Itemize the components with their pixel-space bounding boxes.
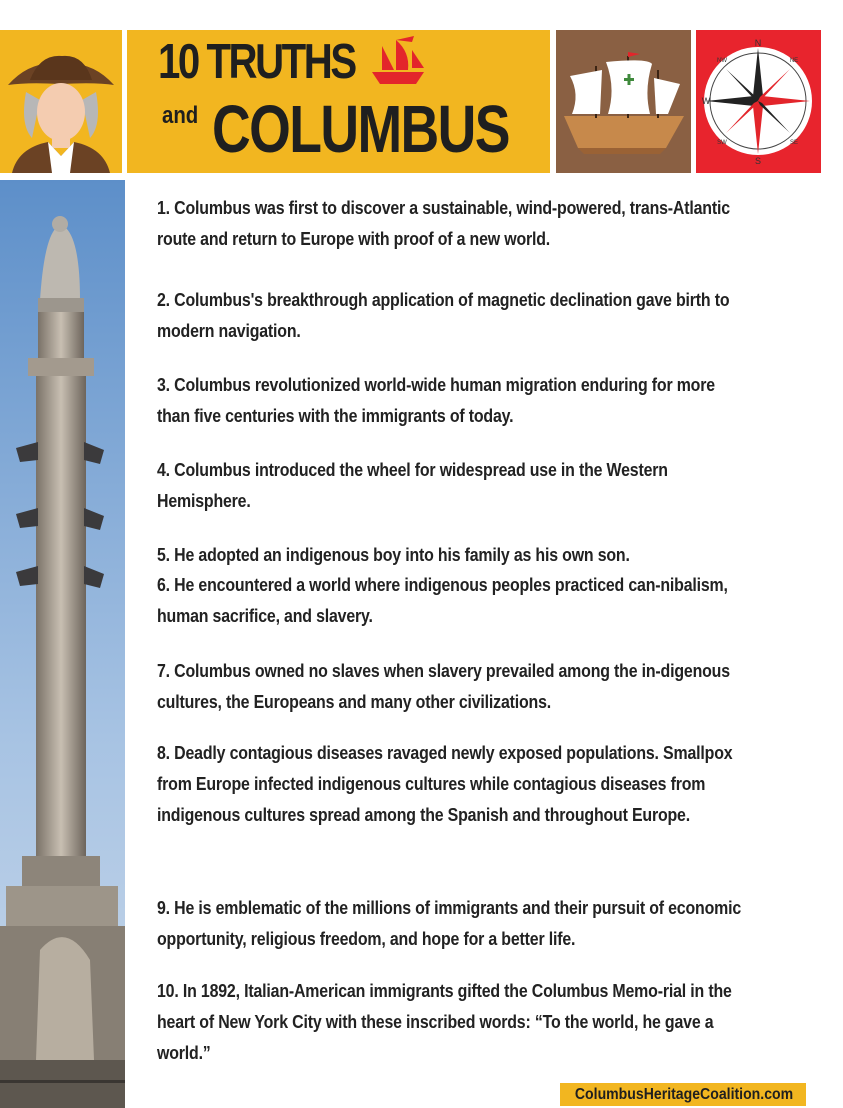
truth-item: 3. Columbus revolutionized world-wide human migration enduring for more than five centuries with the immigrants of today. <box>157 374 715 426</box>
columbus-monument-photo <box>0 180 125 1108</box>
truth-item: 7. Columbus owned no slaves when slavery prevailed among the in-digenous cultures, the Europeans and many other civilizations. <box>157 660 730 712</box>
compass-w-label: W <box>701 96 711 106</box>
page-title-and: and <box>162 102 199 129</box>
page-title-line2: COLUMBUS <box>212 92 509 167</box>
truth-item: 6. He encountered a world where indigenous peoples practiced can-nibalism, human sacrifice, and slavery. <box>157 574 728 626</box>
compass-nw-label: NW <box>717 58 727 64</box>
truth-item: 4. Columbus introduced the wheel for widespread use in the Western Hemisphere. <box>157 459 668 511</box>
ship-icon <box>362 36 434 88</box>
header-banner <box>0 0 843 180</box>
caravel-icon <box>556 30 691 173</box>
compass-ne-label: NE <box>789 58 799 64</box>
truth-item: 1. Columbus was first to discover a sustainable, wind-powered, trans-Atlantic route and return to Europe with proof of a new world. <box>157 197 730 249</box>
compass-s-label: S <box>754 156 762 166</box>
compass-se-label: SE <box>789 140 799 146</box>
truth-item: 8. Deadly contagious diseases ravaged newly exposed populations. Smallpox from Europe infected indigenous cultures while contagious diseases from indigenous cultures spread among the Spanish and throughout Europe. <box>157 742 733 825</box>
columbus-avatar-icon <box>0 30 122 173</box>
page-title-line1: 10 TRUTHS <box>158 35 355 89</box>
compass-sw-label: SW <box>717 140 727 146</box>
source-credit <box>560 1083 806 1106</box>
truth-item: 5. He adopted an indigenous boy into his family as his own son. <box>157 544 630 565</box>
compass-n-label: N <box>754 38 762 48</box>
source-credit-text: ColumbusHeritageCoalition.com <box>574 1086 794 1103</box>
truth-item: 10. In 1892, Italian-American immigrants gifted the Columbus Memo-rial in the heart of New York City with these inscribed words: “To the world, he gave a world.” <box>157 980 732 1063</box>
truth-item: 9. He is emblematic of the millions of immigrants and their pursuit of economic opportunity, religious freedom, and hope for a better life. <box>157 897 742 949</box>
compass-icon <box>696 30 821 173</box>
truth-item: 2. Columbus's breakthrough application of magnetic declination gave birth to modern navigation. <box>157 289 730 341</box>
